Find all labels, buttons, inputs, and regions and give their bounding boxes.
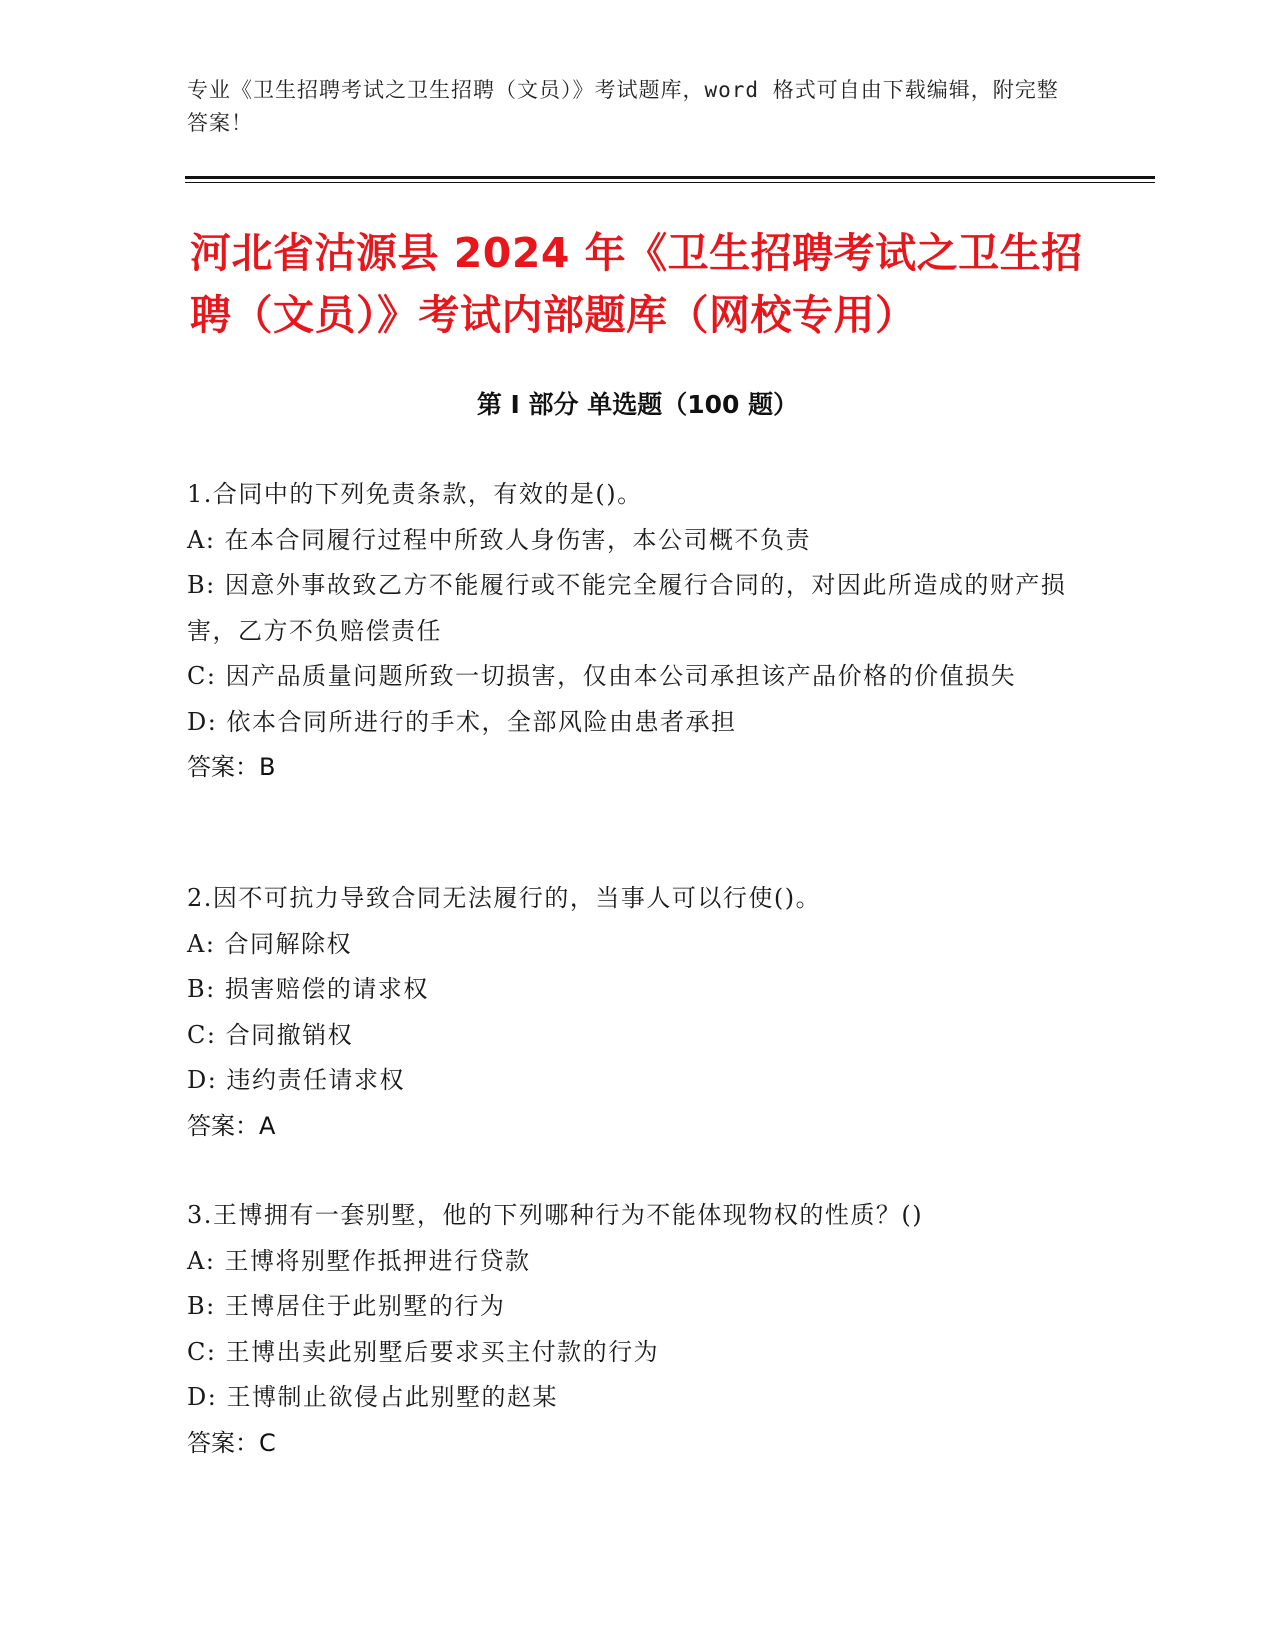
option-d: D: 王博制止欲侵占此别墅的赵某	[187, 1383, 558, 1411]
option-c: C: 因产品质量问题所致一切损害，仅由本公司承担该产品价格的价值损失	[187, 662, 1017, 690]
option-b: B: 因意外事故致乙方不能履行或不能完全履行合同的，对因此所造成的财产损害，乙方不负赔偿责任	[187, 571, 1067, 645]
question-1	[187, 472, 1067, 791]
option-d: D: 依本合同所进行的手术，全部风险由患者承担	[187, 707, 737, 736]
question-2	[187, 876, 1067, 1149]
option-a: A: 合同解除权	[187, 929, 353, 958]
option-d: D: 违约责任请求权	[187, 1066, 405, 1094]
answer: 答案：B	[187, 753, 276, 781]
option-a: A: 在本合同履行过程中所致人身伤害，本公司概不负责	[187, 525, 812, 554]
section-heading: 第 I 部分 单选题（100 题）	[476, 390, 799, 419]
question-3	[187, 1193, 1067, 1466]
option-b: B: 损害赔偿的请求权	[187, 975, 429, 1003]
document-title: 河北省沽源县 2024 年《卫生招聘考试之卫生招聘（文员）》考试内部题库（网校专用）	[190, 229, 1083, 339]
answer: 答案：C	[187, 1428, 276, 1457]
option-b: B: 王博居住于此别墅的行为	[187, 1292, 506, 1320]
header-note: 专业《卫生招聘考试之卫生招聘（文员）》考试题库，word 格式可自由下载编辑，附完整答案！	[187, 78, 1059, 135]
question-stem: 2.因不可抗力导致合同无法履行的，当事人可以行使()。	[187, 884, 822, 912]
answer: 答案：A	[187, 1111, 276, 1140]
option-a: A: 王博将别墅作抵押进行贷款	[187, 1246, 531, 1275]
header-divider-thin	[185, 182, 1155, 183]
question-stem: 1.合同中的下列免责条款，有效的是()。	[187, 480, 643, 508]
option-c: C: 合同撤销权	[187, 1020, 354, 1049]
option-c: C: 王博出卖此别墅后要求买主付款的行为	[187, 1337, 660, 1366]
header-divider-thick	[185, 176, 1155, 179]
question-stem: 3.王博拥有一套别墅，他的下列哪种行为不能体现物权的性质？()	[187, 1201, 924, 1229]
